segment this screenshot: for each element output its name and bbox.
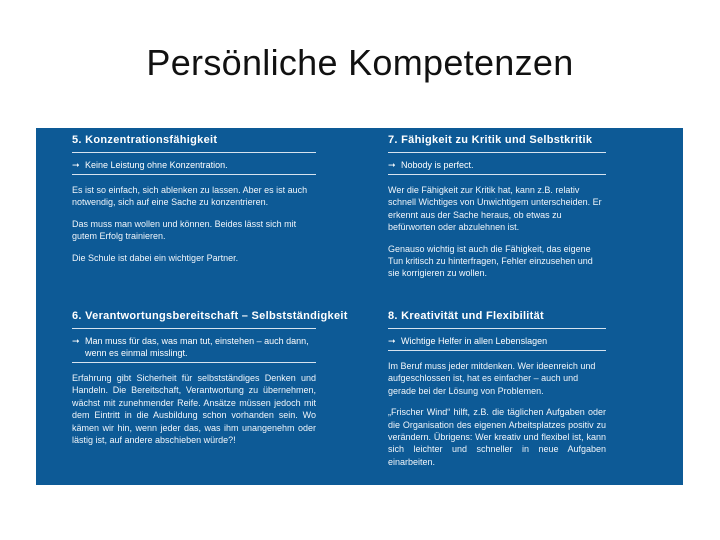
section-lead (388, 329, 606, 351)
arrow-right-icon: ➞ (388, 336, 396, 346)
paragraph: Wer die Fähigkeit zur Kritik hat, kann z.B. relativ schnell Wichtiges von Unwichtigem unterscheiden. Er erkennt aus der Sache heraus, ob etwas zu befürworten oder abzulehnen ist. (388, 185, 602, 233)
section-6 (72, 310, 348, 446)
lead-text: Nobody is perfect. (401, 160, 474, 170)
section-8 (388, 310, 606, 468)
lead-text: Man muss für das, was man tut, einstehen – auch dann, wenn es einmal misslingt. (85, 336, 309, 358)
section-5 (72, 134, 316, 264)
section-heading: 5. Konzentrationsfähigkeit (72, 134, 316, 153)
arrow-right-icon: ➞ (72, 336, 80, 346)
section-heading: 8. Kreativität und Flexibilität (388, 310, 606, 329)
section-heading: 7. Fähigkeit zu Kritik und Selbstkritik (388, 134, 606, 153)
paragraph: Genauso wichtig ist auch die Fähigkeit, das eigene Tun kritisch zu hinterfragen, Fehler einzusehen und sie korrigieren zu wollen. (388, 243, 593, 279)
section-lead (72, 329, 316, 363)
paragraph: Erfahrung gibt Sicherheit für selbstständiges Denken und Handeln. Die Bereitschaft, Verantwortung zu übernehmen, wächst mit zunehmender Reife. Ansätze müssen jedoch mit dem Eintritt in die Ausbildung schon vorhanden sein. Wo kämen wir hin, wenn jeder das, was ihm unangenehm oder lästig ist, auf andere abschieben würde?! (72, 373, 316, 446)
paragraph: „Frischer Wind“ hilft, z.B. die täglichen Aufgaben oder die Organisation des eigenen Arbeitsplatzes positiv zu verändern. Übrigens: Wer kreativ und flexibel ist, kann sich leichter und schneller in neue Aufgaben einarbeiten. (388, 407, 606, 467)
paragraph: Es ist so einfach, sich ablenken zu lassen. Aber es ist auch notwendig, sich auf eine Sache zu konzentrieren. (72, 185, 308, 208)
paragraph: Im Beruf muss jeder mitdenken. Wer ideenreich und aufgeschlossen ist, hat es einfacher – auch und gerade bei der Lösung von Problemen. (388, 361, 596, 396)
lead-text: Keine Leistung ohne Konzentration. (85, 160, 228, 170)
section-7 (388, 134, 606, 280)
paragraph: Das muss man wollen und können. Beides lässt sich mit gutem Erfolg trainieren. (72, 218, 297, 242)
lead-text: Wichtige Helfer in allen Lebenslagen (401, 336, 548, 346)
arrow-right-icon: ➞ (72, 160, 80, 170)
arrow-right-icon: ➞ (388, 160, 396, 170)
paragraph: Die Schule ist dabei ein wichtiger Partner. (72, 252, 239, 263)
content-panel (36, 128, 683, 485)
section-heading: 6. Verantwortungsbereitschaft – Selbstständigkeit (72, 310, 316, 329)
section-lead (72, 153, 316, 175)
slide-title: Persönliche Kompetenzen (146, 42, 574, 83)
section-lead (388, 153, 606, 175)
